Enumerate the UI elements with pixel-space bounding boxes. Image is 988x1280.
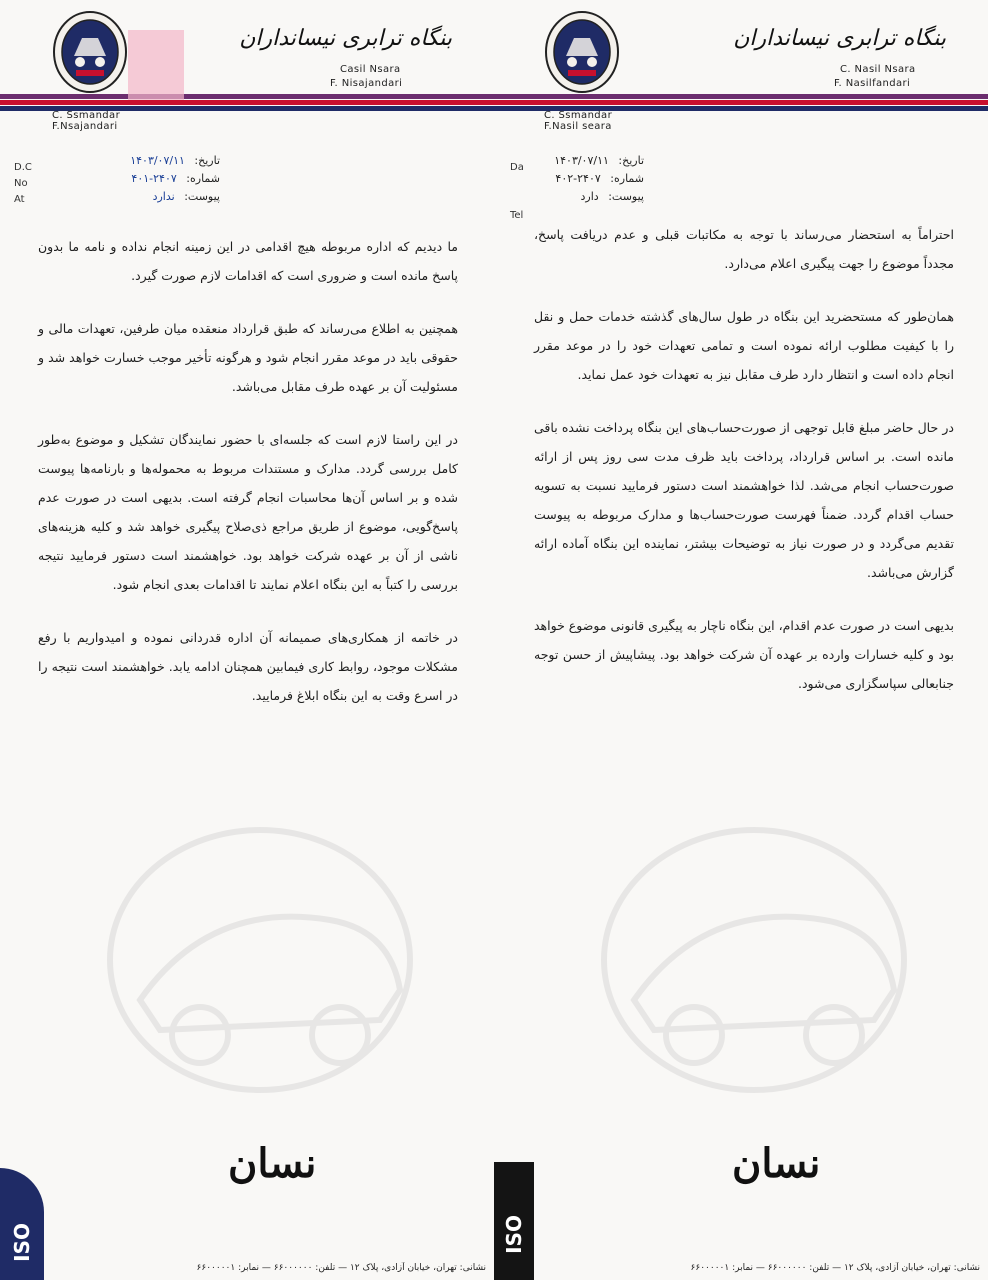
meta-date xyxy=(514,152,644,170)
body-paragraph: همچنین به اطلاع می‌رساند که طبق قرارداد منعقده میان طرفین، تعهدات مالی و حقوقی باید در موعد مقرر انجام شود و هرگونه تأخیر موجب خسارت خواهد شد و مسئولیت آن بر عهده طرف مقابل می‌باشد. xyxy=(38,321,458,394)
attachment-label: پیوست: xyxy=(184,190,220,203)
body-paragraph: بدیهی است در صورت عدم اقدام، این بنگاه ناچار به پیگیری قانونی موضوع خواهد بود و کلیه خسارات وارده بر عهده آن شرکت خواهد بود. پیشاپیش از حسن توجه جنابعالی سپاسگزاری می‌شود. xyxy=(534,618,954,691)
body-paragraph: احتراماً به استحضار می‌رساند با توجه به مکاتبات قبلی و عدم دریافت پاسخ، مجدداً موضوع را جهت پیگیری اعلام می‌دارد. xyxy=(534,227,954,271)
date-value: ۱۴۰۳/۰۷/۱۱ xyxy=(130,154,185,167)
meta-date xyxy=(40,152,220,170)
edge-mark: Da xyxy=(510,162,524,173)
date-label: تاریخ: xyxy=(618,154,644,167)
latin-name-3: C. Ssmandar xyxy=(52,110,121,121)
pink-accent-block xyxy=(128,30,184,100)
body-paragraph: ما دیدیم که اداره مربوطه هیچ اقدامی در این زمینه انجام نداده و نامه ما بدون پاسخ مانده است و ضروری است که اقدامات لازم صورت گیرد. xyxy=(38,239,458,283)
letter-body xyxy=(534,220,954,722)
footer-address: نشانی: تهران، خیابان آزادی، پلاک ۱۲ — تلفن: ۶۶۰۰۰۰۰۰ — نمابر: ۶۶۰۰۰۰۰۱ xyxy=(196,1263,486,1273)
attachment-value: دارد xyxy=(580,190,599,203)
latin-name-1: C. Nasil Nsara xyxy=(840,64,916,75)
emblem-logo-icon xyxy=(48,6,132,106)
edge-marks xyxy=(14,160,32,208)
latin-name-3: C. Ssmandar xyxy=(544,110,613,121)
latin-name-2: F. Nisajandari xyxy=(330,78,403,89)
letter-meta xyxy=(40,152,220,206)
date-value: ۱۴۰۳/۰۷/۱۱ xyxy=(554,154,609,167)
meta-number xyxy=(40,170,220,188)
letter-body xyxy=(38,232,458,734)
attachment-value: ندارد xyxy=(152,190,175,203)
emblem-logo-icon xyxy=(540,6,624,106)
footer-address: نشانی: تهران، خیابان آزادی، پلاک ۱۲ — تلفن: ۶۶۰۰۰۰۰۰ — نمابر: ۶۶۰۰۰۰۰۱ xyxy=(690,1263,980,1273)
number-label: شماره: xyxy=(186,172,220,185)
corner-text: ISO xyxy=(10,1223,34,1262)
latin-name-1: Casil Nsara xyxy=(340,64,401,75)
emblem-logo xyxy=(540,6,624,136)
latin-name-2: F. Nasilfandari xyxy=(834,78,911,89)
number-value: ۲۴۰۷-۴۰۱ xyxy=(131,172,177,185)
edge-mark: Tel xyxy=(510,210,524,221)
car-watermark-icon xyxy=(584,780,924,1140)
meta-attachment xyxy=(514,188,644,206)
attachment-label: پیوست: xyxy=(608,190,644,203)
body-paragraph: در این راستا لازم است که جلسه‌ای با حضور نمایندگان تشکیل و موضوع به‌طور کامل بررسی گردد. مدارک و مستندات مربوط به محموله‌ها و بارنامه‌ها پیوست شده و بر اساس آن‌ها محاسبات انجام گرفته است. بدیهی است در صورت عدم پاسخ‌گویی، موضوع از طریق مراجع ذی‌صلاح پیگیری خواهد شد و کلیه هزینه‌های ناشی از آن بر عهده شرکت خواهد بود. خواهشمند است دستور فرمایید نتیجه بررسی را کتباً به این بنگاه اعلام نمایند تا اقدامات بعدی انجام شود. xyxy=(38,432,458,592)
edge-mark: No xyxy=(14,178,28,189)
latin-name-4: F.Nasil seara xyxy=(544,121,612,132)
body-paragraph: در خاتمه از همکاری‌های صمیمانه آن اداره قدردانی نموده و امیدواریم با رفع مشکلات موجود، روابط کاری فیمابین همچنان ادامه یابد. خواهشمند است نتیجه را در اسرع وقت به این بنگاه ابلاغ فرمایید. xyxy=(38,630,458,703)
latin-name-4: F.Nsajandari xyxy=(52,121,118,132)
meta-number xyxy=(514,170,644,188)
number-value: ۲۴۰۷-۴۰۲ xyxy=(555,172,601,185)
letterhead-title: بنگاه ترابری نیسانداران xyxy=(239,26,452,51)
car-watermark-icon xyxy=(90,780,430,1140)
letter-meta xyxy=(514,152,644,206)
edge-mark: At xyxy=(14,194,25,205)
body-paragraph: همان‌طور که مستحضرید این بنگاه در طول سال‌های گذشته خدمات حمل و نقل را با کیفیت مطلوب ارائه نموده است و تمامی تعهدات خود را در موعد مقرر انجام داده است و انتظار دارد طرف مقابل نیز به تعهدات خود عمل نماید. xyxy=(534,309,954,382)
meta-attachment xyxy=(40,188,220,206)
number-label: شماره: xyxy=(610,172,644,185)
edge-mark: D.C xyxy=(14,162,32,173)
corner-text: ISO xyxy=(502,1215,526,1254)
signature: نسان xyxy=(228,1140,317,1187)
letter-page-right xyxy=(494,0,988,1280)
letterhead-title: بنگاه ترابری نیسانداران xyxy=(733,26,946,51)
date-label: تاریخ: xyxy=(194,154,220,167)
body-paragraph: در حال حاضر مبلغ قابل توجهی از صورت‌حساب‌های این بنگاه پرداخت نشده باقی مانده است. بر اساس قرارداد، پرداخت باید ظرف مدت سی روز پس از ارائه صورت‌حساب انجام می‌شد. لذا خواهشمند است دستور فرمایید نسبت به تسویه حساب اقدام گردد. ضمناً فهرست صورت‌حساب‌ها و مدارک مربوطه به پیوست تقدیم می‌گردد و در صورت نیاز به توضیحات بیشتر، نماینده این بنگاه آماده ارائه گزارش می‌باشد. xyxy=(534,420,954,580)
signature: نسان xyxy=(732,1140,821,1187)
emblem-logo xyxy=(48,6,132,136)
